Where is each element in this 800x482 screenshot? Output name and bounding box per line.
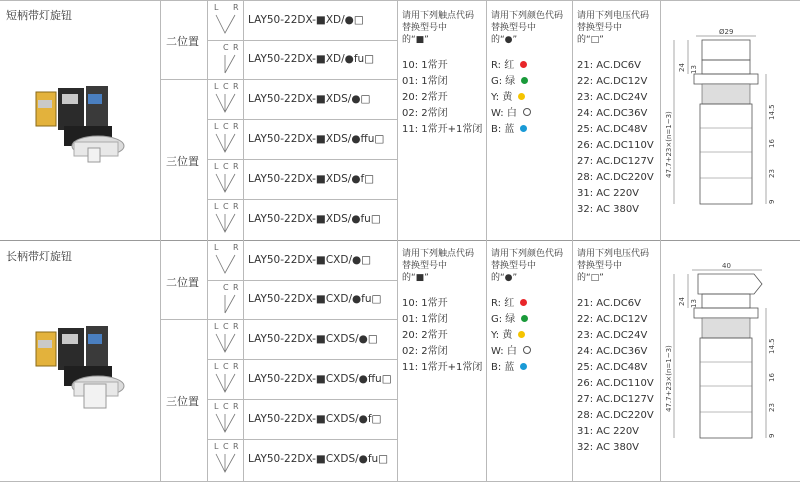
svg-text:40: 40 <box>722 262 731 270</box>
list-item: 22: AC.DC12V <box>577 314 648 325</box>
svg-text:R: R <box>233 202 239 211</box>
product-photo-icon <box>28 310 140 410</box>
color-code-list <box>491 58 531 138</box>
group-label-two-position: 二位置 <box>166 276 199 289</box>
svg-text:C: C <box>223 82 229 91</box>
color-code-heading: 请用下列颜色代码 替换型号中 的“●” <box>491 249 564 283</box>
svg-text:R: R <box>233 122 239 131</box>
svg-text:23: 23 <box>768 403 776 412</box>
list-item: 32: AC 380V <box>577 442 640 453</box>
model-number: LAY50-22DX-■XD/●fu□ <box>248 53 375 65</box>
svg-text:R: R <box>233 43 239 52</box>
list-item: 25: AC.DC48V <box>577 362 648 373</box>
model-number: LAY50-22DX-■XDS/●fu□ <box>248 213 381 225</box>
switch-position-icon <box>208 281 243 319</box>
switch-position-icon <box>208 320 243 359</box>
list-item: W: 白 <box>491 344 531 360</box>
svg-text:14.5: 14.5 <box>768 338 776 354</box>
group-label-three-position: 三位置 <box>166 155 199 168</box>
blue-dot-icon <box>520 363 527 370</box>
list-item: 28: AC.DC220V <box>577 410 654 421</box>
list-item: 31: AC 220V <box>577 188 640 199</box>
model-number: LAY50-22DX-■CXDS/●ffu□ <box>248 373 392 385</box>
list-item: 24: AC.DC36V <box>577 108 648 119</box>
svg-text:14.5: 14.5 <box>768 104 776 120</box>
model-number: LAY50-22DX-■CXDS/●fu□ <box>248 453 389 465</box>
svg-text:L: L <box>214 122 219 131</box>
list-item: 22: AC.DC12V <box>577 76 648 87</box>
list-item: 10: 1常开 <box>402 60 448 71</box>
svg-text:L: L <box>214 202 219 211</box>
svg-text:C: C <box>223 162 229 171</box>
model-number: LAY50-22DX-■CXDS/●f□ <box>248 413 382 425</box>
list-item: 24: AC.DC36V <box>577 346 648 357</box>
list-item: 27: AC.DC127V <box>577 394 654 405</box>
voltage-code-heading: 请用下列电压代码 替换型号中 的“□” <box>577 249 650 283</box>
color-code-list <box>491 296 531 376</box>
svg-text:C: C <box>223 362 229 371</box>
svg-text:C: C <box>223 283 229 292</box>
svg-text:L: L <box>214 322 219 331</box>
list-item: G: 绿 <box>491 74 531 90</box>
svg-text:R: R <box>233 442 239 451</box>
svg-text:L: L <box>214 442 219 451</box>
svg-text:9: 9 <box>768 199 776 204</box>
voltage-code-heading: 请用下列电压代码 替换型号中 的“□” <box>577 11 650 45</box>
voltage-code-list <box>577 296 654 456</box>
list-item: 23: AC.DC24V <box>577 330 648 341</box>
switch-position-icon <box>208 1 243 40</box>
svg-text:Ø29: Ø29 <box>719 28 734 36</box>
model-number: LAY50-22DX-■CXD/●□ <box>248 254 372 266</box>
list-item: W: 白 <box>491 106 531 122</box>
svg-text:C: C <box>223 202 229 211</box>
list-item: 10: 1常开 <box>402 298 448 309</box>
contact-code-heading: 请用下列触点代码 替换型号中 的“■” <box>402 249 475 283</box>
white-dot-icon <box>523 108 531 116</box>
list-item: 02: 2常闭 <box>402 346 448 357</box>
switch-position-icon <box>208 160 243 199</box>
svg-text:24: 24 <box>678 297 686 306</box>
list-item: 20: 2常开 <box>402 92 448 103</box>
switch-position-icon <box>208 241 243 280</box>
list-item: 21: AC.DC6V <box>577 298 641 309</box>
red-dot-icon <box>520 299 527 306</box>
voltage-code-list <box>577 58 654 218</box>
svg-text:23: 23 <box>768 169 776 178</box>
dimension-drawing-icon <box>662 262 798 450</box>
blue-dot-icon <box>520 125 527 132</box>
svg-text:C: C <box>223 442 229 451</box>
list-item: 26: AC.DC110V <box>577 140 654 151</box>
col-line-6 <box>572 0 573 482</box>
col-line-1 <box>160 0 161 482</box>
list-item: 20: 2常开 <box>402 330 448 341</box>
svg-text:24: 24 <box>678 63 686 72</box>
model-number: LAY50-22DX-■CXD/●fu□ <box>248 293 382 305</box>
model-number: LAY50-22DX-■XDS/●ffu□ <box>248 133 385 145</box>
switch-position-icon <box>208 360 243 399</box>
col-line-7 <box>660 0 661 482</box>
list-item: R: 红 <box>491 58 531 74</box>
col-line-3 <box>243 0 244 482</box>
group-label-two-position: 二位置 <box>166 35 199 48</box>
svg-text:R: R <box>233 322 239 331</box>
red-dot-icon <box>520 61 527 68</box>
svg-text:R: R <box>233 243 239 252</box>
list-item: 32: AC 380V <box>577 204 640 215</box>
rule-mid <box>0 240 800 241</box>
switch-position-icon <box>208 200 243 239</box>
contact-code-list <box>402 58 482 138</box>
svg-text:L: L <box>214 162 219 171</box>
list-item: 01: 1常闭 <box>402 76 448 87</box>
svg-text:L: L <box>214 362 219 371</box>
model-number: LAY50-22DX-■XDS/●□ <box>248 93 371 105</box>
dimension-drawing-icon <box>662 28 798 216</box>
svg-text:R: R <box>233 283 239 292</box>
svg-text:C: C <box>223 322 229 331</box>
list-item: G: 绿 <box>491 312 531 328</box>
model-number: LAY50-22DX-■XDS/●f□ <box>248 173 375 185</box>
list-item: 02: 2常闭 <box>402 108 448 119</box>
list-item: B: 蓝 <box>491 122 531 138</box>
svg-text:R: R <box>233 3 239 12</box>
green-dot-icon <box>521 77 528 84</box>
yellow-dot-icon <box>518 331 525 338</box>
svg-text:9: 9 <box>768 433 776 438</box>
product-photo-icon <box>28 70 140 170</box>
svg-text:L: L <box>214 3 219 12</box>
switch-position-icon <box>208 440 243 480</box>
list-item: 11: 1常开+1常闭 <box>402 362 483 373</box>
white-dot-icon <box>523 346 531 354</box>
list-item: Y: 黄 <box>491 90 531 106</box>
row-line <box>160 79 397 80</box>
svg-text:C: C <box>223 402 229 411</box>
list-item: B: 蓝 <box>491 360 531 376</box>
list-item: 21: AC.DC6V <box>577 60 641 71</box>
section-title: 短柄带灯旋钮 <box>6 9 72 22</box>
model-number: LAY50-22DX-■XD/●□ <box>248 14 364 26</box>
svg-text:13: 13 <box>690 299 698 308</box>
list-item: 25: AC.DC48V <box>577 124 648 135</box>
svg-text:R: R <box>233 402 239 411</box>
list-item: 26: AC.DC110V <box>577 378 654 389</box>
col-line-5 <box>486 0 487 482</box>
row-line <box>160 319 397 320</box>
list-item: 01: 1常闭 <box>402 314 448 325</box>
svg-text:R: R <box>233 82 239 91</box>
contact-code-list <box>402 296 482 376</box>
svg-text:47.7+23×(n=1~3): 47.7+23×(n=1~3) <box>665 345 673 412</box>
switch-position-icon <box>208 400 243 439</box>
yellow-dot-icon <box>518 93 525 100</box>
list-item: 11: 1常开+1常闭 <box>402 124 483 135</box>
svg-text:L: L <box>214 402 219 411</box>
green-dot-icon <box>521 315 528 322</box>
svg-text:L: L <box>214 82 219 91</box>
svg-text:16: 16 <box>768 139 776 148</box>
svg-text:L: L <box>214 243 219 252</box>
list-item: 23: AC.DC24V <box>577 92 648 103</box>
color-code-heading: 请用下列颜色代码 替换型号中 的“●” <box>491 11 564 45</box>
list-item: R: 红 <box>491 296 531 312</box>
list-item: 28: AC.DC220V <box>577 172 654 183</box>
col-line-4 <box>397 0 398 482</box>
section-title: 长柄带灯旋钮 <box>6 250 72 263</box>
group-label-three-position: 三位置 <box>166 395 199 408</box>
contact-code-heading: 请用下列触点代码 替换型号中 的“■” <box>402 11 475 45</box>
svg-text:R: R <box>233 162 239 171</box>
svg-text:R: R <box>233 362 239 371</box>
svg-text:C: C <box>223 122 229 131</box>
list-item: 31: AC 220V <box>577 426 640 437</box>
svg-text:C: C <box>223 43 229 52</box>
svg-text:47.7+23×(n=1~3): 47.7+23×(n=1~3) <box>665 111 673 178</box>
switch-position-icon <box>208 120 243 159</box>
switch-position-icon <box>208 41 243 79</box>
switch-position-icon <box>208 80 243 119</box>
list-item: Y: 黄 <box>491 328 531 344</box>
svg-text:13: 13 <box>690 65 698 74</box>
svg-text:16: 16 <box>768 373 776 382</box>
list-item: 27: AC.DC127V <box>577 156 654 167</box>
rule-top <box>0 0 800 1</box>
model-number: LAY50-22DX-■CXDS/●□ <box>248 333 378 345</box>
